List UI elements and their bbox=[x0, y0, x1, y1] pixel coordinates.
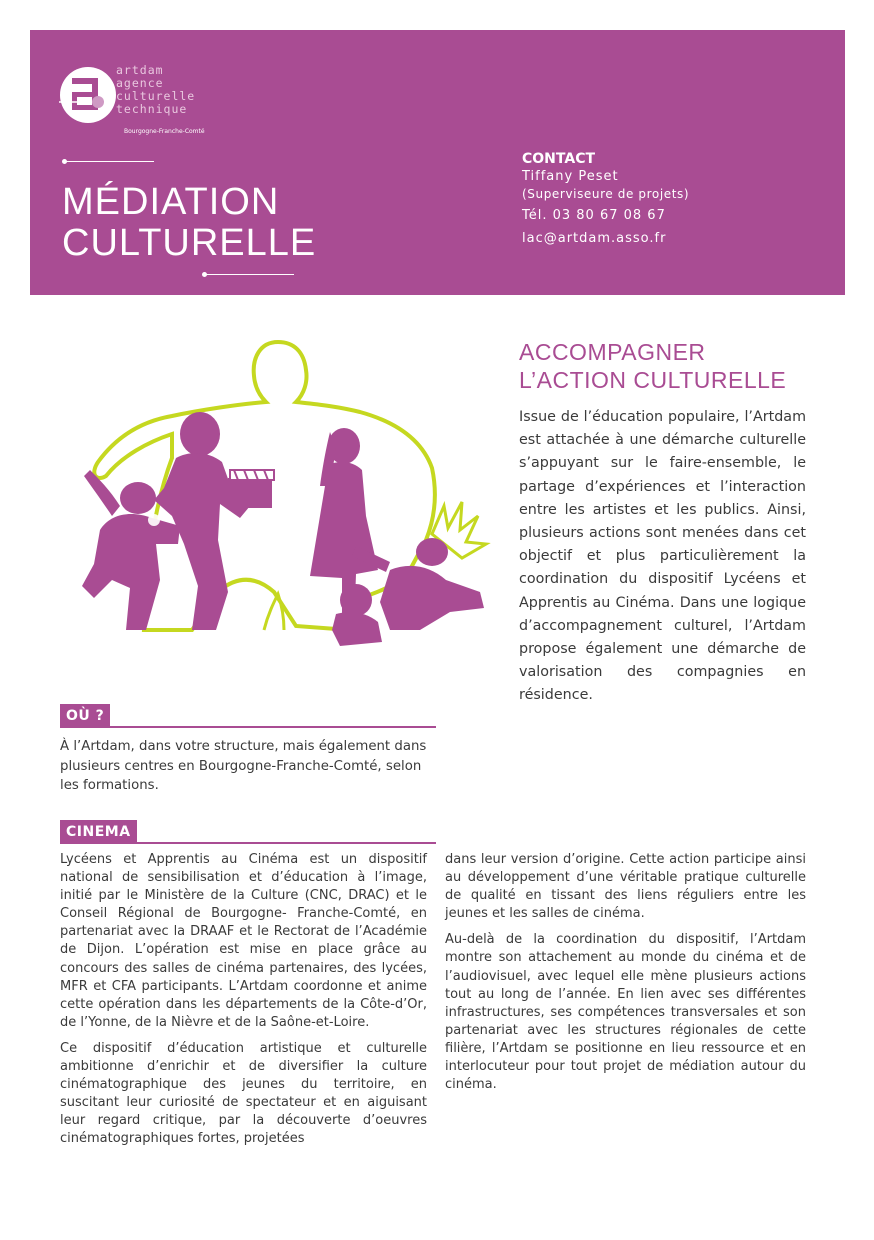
illustration-cinema-group bbox=[60, 330, 500, 660]
cinema-paragraph: dans leur version d’origine. Cette action participe ainsi au développement d’une véritable pratique culturelle de qualité en tissant des liens réguliers entre les jeunes et les salles de cinéma. bbox=[445, 852, 806, 922]
page-title-line2: CULTURELLE bbox=[62, 222, 317, 264]
page-title bbox=[62, 182, 316, 264]
logo-line: technique bbox=[116, 102, 188, 116]
logo-line: agence bbox=[116, 76, 164, 90]
cinema-paragraph: Lycéens et Apprentis au Cinéma est un dispositif national de sensibilisation et d’éducation à l’image, initié par le Ministère de la Culture (CNC, DRAC) et le Conseil Régional de Bourgogne- Franche-Comté, en partenariat avec la DRAAF et le Rectorat de l’Académie de Dijon. L’opération est mise en place grâce au concours des salles de cinéma partenaires, des lycées, MFR et CFA participants. L’Artdam coordonne et anime cette opération dans les départements de la Côte-d’Or, de l’Yonne, de la Nièvre et de la Saône-et-Loire. bbox=[60, 852, 427, 1030]
logo-line: artdam bbox=[116, 63, 164, 77]
contact-name: Tiffany Peset bbox=[522, 169, 619, 184]
header-banner bbox=[30, 30, 845, 295]
contact-block bbox=[522, 150, 689, 248]
divider-top bbox=[64, 161, 154, 162]
section-title-accompagner bbox=[519, 338, 786, 394]
accompagner-paragraph: Issue de l’éducation populaire, l’Artdam est attachée à une démarche culturelle s’appuyant sur le faire-ensemble, le partage d’expériences et l’interaction entre les artistes et les publics. Ainsi, plusieurs actions sont menées dans cet objectif et plus particulièrement la coordination du dispositif Lycéens et Apprentis au Cinéma. Dans une logique d’accompagnement culturel, l’Artdam propose également une démarche de valorisation des compagnies en résidence. bbox=[519, 409, 806, 704]
artdam-logo-icon bbox=[58, 58, 116, 132]
logo-line: culturelle bbox=[116, 89, 196, 103]
contact-role: (Superviseure de projets) bbox=[522, 187, 690, 201]
cinema-column-right bbox=[445, 851, 806, 1102]
section-label-ou: OÙ ? bbox=[60, 704, 110, 728]
logo-region: Bourgogne-Franche-Comté bbox=[124, 128, 205, 135]
contact-email[interactable]: lac@artdam.asso.fr bbox=[522, 231, 667, 246]
people-silhouette-illustration bbox=[60, 330, 500, 660]
cinema-column-left bbox=[60, 851, 427, 1157]
divider-bottom bbox=[204, 274, 294, 275]
artdam-logo[interactable] bbox=[58, 58, 218, 138]
cinema-paragraph: Au-delà de la coordination du dispositif, l’Artdam montre son attachement au monde du cinéma et de l’audiovisuel, avec lequel elle mène plusieurs actions tout au long de l’année. En lien avec ses différentes infrastructures, ses compétences transversales et son partenariat avec les structures régionales de cette filière, l’Artdam se positionne en lieu ressource et en interlocuteur pour tout projet de médiation autour du cinéma. bbox=[445, 932, 806, 1093]
contact-label: CONTACT bbox=[522, 151, 596, 167]
cinema-paragraph: Ce dispositif d’éducation artistique et culturelle ambitionne d’enrichir et de diversifier la culture cinématographique des jeunes du territoire, en suscitant leur curiosité de spectateur et en aiguisant leur regard critique, par la découverte d’oeuvres cinématographiques fortes, projetées bbox=[60, 1040, 427, 1147]
section-title-line: ACCOMPAGNER bbox=[519, 339, 706, 365]
section-underline bbox=[60, 842, 436, 844]
page-title-line1: MÉDIATION bbox=[62, 181, 280, 223]
section-label-cinema: CINEMA bbox=[60, 820, 137, 844]
logo-wordmark bbox=[116, 64, 195, 116]
ou-paragraph: À l’Artdam, dans votre structure, mais également dans plusieurs centres en Bourgogne-Franche-Comté, selon les formations. bbox=[60, 739, 427, 793]
section-underline bbox=[60, 726, 436, 728]
contact-phone[interactable]: Tél. 03 80 67 08 67 bbox=[522, 208, 666, 223]
section-title-line: L’ACTION CULTURELLE bbox=[519, 367, 787, 393]
